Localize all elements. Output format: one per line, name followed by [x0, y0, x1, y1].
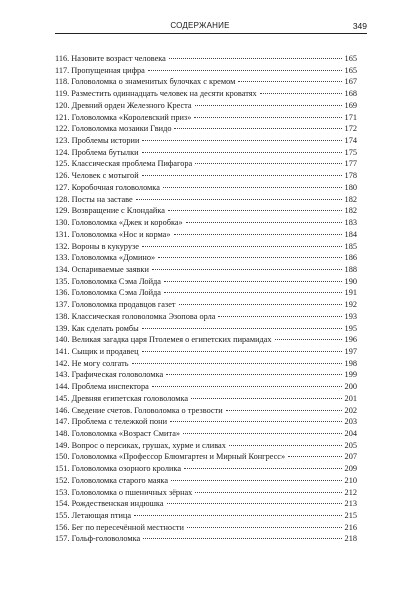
toc-entry-page: 218: [344, 534, 357, 544]
dot-leader: [142, 140, 342, 141]
toc-entry: [55, 533, 357, 545]
toc-entry-page: 186: [344, 253, 357, 263]
toc-entry-title: 144. Проблема инспектора: [55, 382, 149, 392]
toc-entry: [55, 311, 357, 323]
toc-entry: [55, 463, 357, 475]
toc-entry: [55, 522, 357, 534]
toc-entry-page: 196: [344, 335, 357, 345]
toc-entry-page: 190: [344, 276, 357, 286]
toc-entry-page: 216: [344, 522, 357, 532]
dot-leader: [148, 70, 342, 71]
toc-entry: [55, 381, 357, 393]
toc-entry-page: 185: [344, 241, 357, 251]
toc-entry-title: 118. Головоломка о знаменитых булочках с кремом: [55, 77, 236, 87]
toc-entry: [55, 334, 357, 346]
toc-entry-page: 213: [344, 499, 357, 509]
toc-entry-title: 143. Графическая головоломка: [55, 370, 164, 380]
toc-entry-page: 165: [344, 54, 357, 63]
toc-entry-page: 205: [344, 440, 357, 450]
toc-entry: [55, 440, 357, 452]
toc-entry-page: 199: [344, 370, 357, 380]
running-head-title: СОДЕРЖАНИЕ: [170, 21, 230, 30]
dot-leader: [218, 316, 342, 317]
toc-entry-page: 200: [344, 382, 357, 392]
toc-entry: [55, 252, 357, 264]
toc-entry: [55, 405, 357, 417]
dot-leader: [169, 58, 342, 59]
toc-entry-title: 122. Головоломка мозаики Гвидо: [55, 124, 172, 134]
dot-leader: [166, 374, 342, 375]
table-of-contents: [55, 53, 357, 545]
toc-entry-page: 207: [344, 452, 357, 462]
dot-leader: [152, 269, 342, 270]
toc-entry-title: 120. Древний орден Железного Креста: [55, 100, 192, 110]
toc-entry: [55, 416, 357, 428]
toc-entry-page: 198: [344, 358, 357, 368]
toc-entry-page: 201: [344, 393, 357, 403]
dot-leader: [171, 480, 342, 481]
toc-entry-title: 130. Головоломка «Джек и коробка»: [55, 218, 183, 228]
toc-entry-page: 167: [344, 77, 357, 87]
toc-entry-page: 195: [344, 323, 357, 333]
dot-leader: [168, 210, 342, 211]
dot-leader: [142, 351, 342, 352]
toc-entry: [55, 53, 357, 65]
toc-entry-title: 131. Головоломка «Нос и корма»: [55, 229, 171, 239]
toc-entry-title: 123. Проблемы истории: [55, 136, 140, 146]
toc-entry-page: 193: [344, 311, 357, 321]
toc-entry-title: 151. Головоломка озорного кролика: [55, 464, 182, 474]
toc-entry: [55, 299, 357, 311]
dot-leader: [238, 81, 342, 82]
toc-entry-title: 152. Головоломка старого маяка: [55, 475, 169, 485]
toc-entry-title: 136. Головоломка Сэма Лойда: [55, 288, 161, 298]
toc-entry-title: 142. Не могу солгать: [55, 358, 129, 368]
toc-entry-title: 129. Возвращение с Клондайка: [55, 206, 165, 216]
toc-entry: [55, 264, 357, 276]
dot-leader: [288, 456, 342, 457]
dot-leader: [184, 468, 342, 469]
toc-entry-page: 188: [344, 264, 357, 274]
toc-entry-title: 145. Древняя египетская головоломка: [55, 393, 189, 403]
toc-entry: [55, 241, 357, 253]
dot-leader: [142, 246, 342, 247]
dot-leader: [152, 386, 342, 387]
toc-entry: [55, 147, 357, 159]
dot-leader: [164, 292, 342, 293]
toc-entry-title: 138. Классическая головоломка Эзопова орла: [55, 311, 216, 321]
toc-entry-page: 203: [344, 417, 357, 427]
toc-entry: [55, 217, 357, 229]
toc-entry: [55, 358, 357, 370]
toc-entry: [55, 205, 357, 217]
toc-entry: [55, 475, 357, 487]
dot-leader: [174, 234, 342, 235]
toc-entry: [55, 428, 357, 440]
dot-leader: [194, 117, 342, 118]
toc-entry-title: 119. Разместить одиннадцать человек на десяти кроватях: [55, 89, 257, 99]
dot-leader: [158, 257, 342, 258]
dot-leader: [142, 328, 342, 329]
toc-entry: [55, 135, 357, 147]
toc-entry-title: 124. Проблема бутылки: [55, 147, 139, 157]
dot-leader: [136, 199, 342, 200]
toc-entry-title: 154. Рождественская индюшка: [55, 499, 164, 509]
toc-entry: [55, 112, 357, 124]
toc-entry: [55, 510, 357, 522]
toc-entry-title: 147. Проблема с тележкой пони: [55, 417, 168, 427]
page-header: [0, 0, 400, 36]
toc-entry-title: 126. Человек с мотыгой: [55, 171, 139, 181]
toc-entry-page: 175: [344, 147, 357, 157]
toc-entry: [55, 323, 357, 335]
toc-entry-page: 215: [344, 511, 357, 521]
toc-entry-page: 172: [344, 124, 357, 134]
dot-leader: [163, 187, 342, 188]
toc-entry: [55, 487, 357, 499]
toc-entry: [55, 100, 357, 112]
toc-entry-page: 212: [344, 487, 357, 497]
toc-entry: [55, 65, 357, 77]
toc-entry-title: 117. Пропущенная цифра: [55, 65, 145, 75]
toc-entry: [55, 194, 357, 206]
toc-entry-page: 209: [344, 464, 357, 474]
dot-leader: [142, 152, 342, 153]
toc-entry-page: 182: [344, 206, 357, 216]
toc-entry-page: 168: [344, 89, 357, 99]
toc-entry-title: 128. Посты на заставе: [55, 194, 133, 204]
dot-leader: [183, 433, 342, 434]
toc-entry-title: 148. Головоломка «Возраст Смита»: [55, 429, 181, 438]
toc-entry-title: 127. Коробочная головоломка: [55, 182, 160, 192]
toc-entry: [55, 76, 357, 88]
toc-entry-title: 157. Гольф-головоломка: [55, 534, 141, 544]
dot-leader: [275, 339, 342, 340]
dot-leader: [226, 410, 342, 411]
toc-entry: [55, 123, 357, 135]
dot-leader: [132, 363, 342, 364]
dot-leader: [143, 538, 342, 539]
toc-entry-page: 202: [344, 405, 357, 415]
toc-entry-title: 153. Головоломка о пшеничных зёрнах: [55, 487, 193, 497]
toc-entry: [55, 88, 357, 100]
header-divider: [55, 33, 367, 34]
dot-leader: [164, 281, 342, 282]
toc-entry-page: 204: [344, 429, 357, 438]
toc-entry-page: 177: [344, 159, 357, 169]
toc-entry: [55, 170, 357, 182]
page-number: 349: [352, 21, 367, 31]
toc-entry-page: 210: [344, 475, 357, 485]
toc-entry: [55, 276, 357, 288]
toc-entry-page: 182: [344, 194, 357, 204]
dot-leader: [187, 527, 342, 528]
toc-entry-page: 192: [344, 300, 357, 310]
toc-entry-page: 191: [344, 288, 357, 298]
toc-entry-title: 150. Головоломка «Профессор Блюмгартен и Мирный Конгресс»: [55, 452, 286, 462]
toc-entry-page: 178: [344, 171, 357, 181]
toc-entry: [55, 346, 357, 358]
toc-entry-title: 121. Головоломка «Королевский приз»: [55, 112, 192, 122]
dot-leader: [134, 515, 342, 516]
toc-entry-title: 149. Вопрос о персиках, грушах, хурме и сливах: [55, 440, 226, 450]
toc-entry-page: 197: [344, 346, 357, 356]
dot-leader: [195, 492, 342, 493]
toc-entry: [55, 369, 357, 381]
toc-entry: [55, 393, 357, 405]
toc-entry: [55, 229, 357, 241]
toc-entry-page: 180: [344, 182, 357, 192]
dot-leader: [229, 445, 342, 446]
toc-entry: [55, 182, 357, 194]
dot-leader: [186, 222, 342, 223]
dot-leader: [174, 128, 342, 129]
dot-leader: [167, 503, 342, 504]
toc-entry-title: 156. Бег по пересечённой местности: [55, 522, 184, 532]
toc-entry-title: 139. Как сделать ромбы: [55, 323, 139, 333]
toc-entry-title: 140. Великая загадка царя Птолемея о египетских пирамидах: [55, 335, 272, 345]
toc-entry: [55, 287, 357, 299]
toc-entry-page: 183: [344, 218, 357, 228]
toc-entry: [55, 158, 357, 170]
toc-entry-title: 137. Головоломка продавцов газет: [55, 300, 176, 310]
dot-leader: [195, 105, 342, 106]
toc-entry-title: 132. Вороны в кукурузе: [55, 241, 139, 251]
toc-entry-title: 134. Оспариваемые заявки: [55, 264, 149, 274]
dot-leader: [195, 163, 342, 164]
toc-entry-title: 125. Классическая проблема Пифагора: [55, 159, 193, 169]
toc-entry-page: 184: [344, 229, 357, 239]
toc-entry-title: 135. Головоломка Сэма Лойда: [55, 276, 161, 286]
toc-entry-page: 165: [344, 65, 357, 75]
toc-entry-title: 141. Сыщик и продавец: [55, 346, 139, 356]
dot-leader: [260, 93, 342, 94]
toc-entry: [55, 451, 357, 463]
toc-entry-page: 171: [344, 112, 357, 122]
toc-entry-title: 155. Летающая птица: [55, 511, 132, 521]
toc-entry-title: 133. Головоломка «Домино»: [55, 253, 156, 263]
dot-leader: [191, 398, 342, 399]
toc-entry-title: 146. Сведение счетов. Головоломка о трезвости: [55, 405, 223, 415]
toc-entry-page: 174: [344, 136, 357, 146]
toc-entry-title: 116. Назовите возраст человека: [55, 54, 166, 63]
dot-leader: [179, 304, 342, 305]
dot-leader: [170, 421, 342, 422]
toc-entry: [55, 498, 357, 510]
dot-leader: [142, 175, 342, 176]
toc-entry-page: 169: [344, 100, 357, 110]
